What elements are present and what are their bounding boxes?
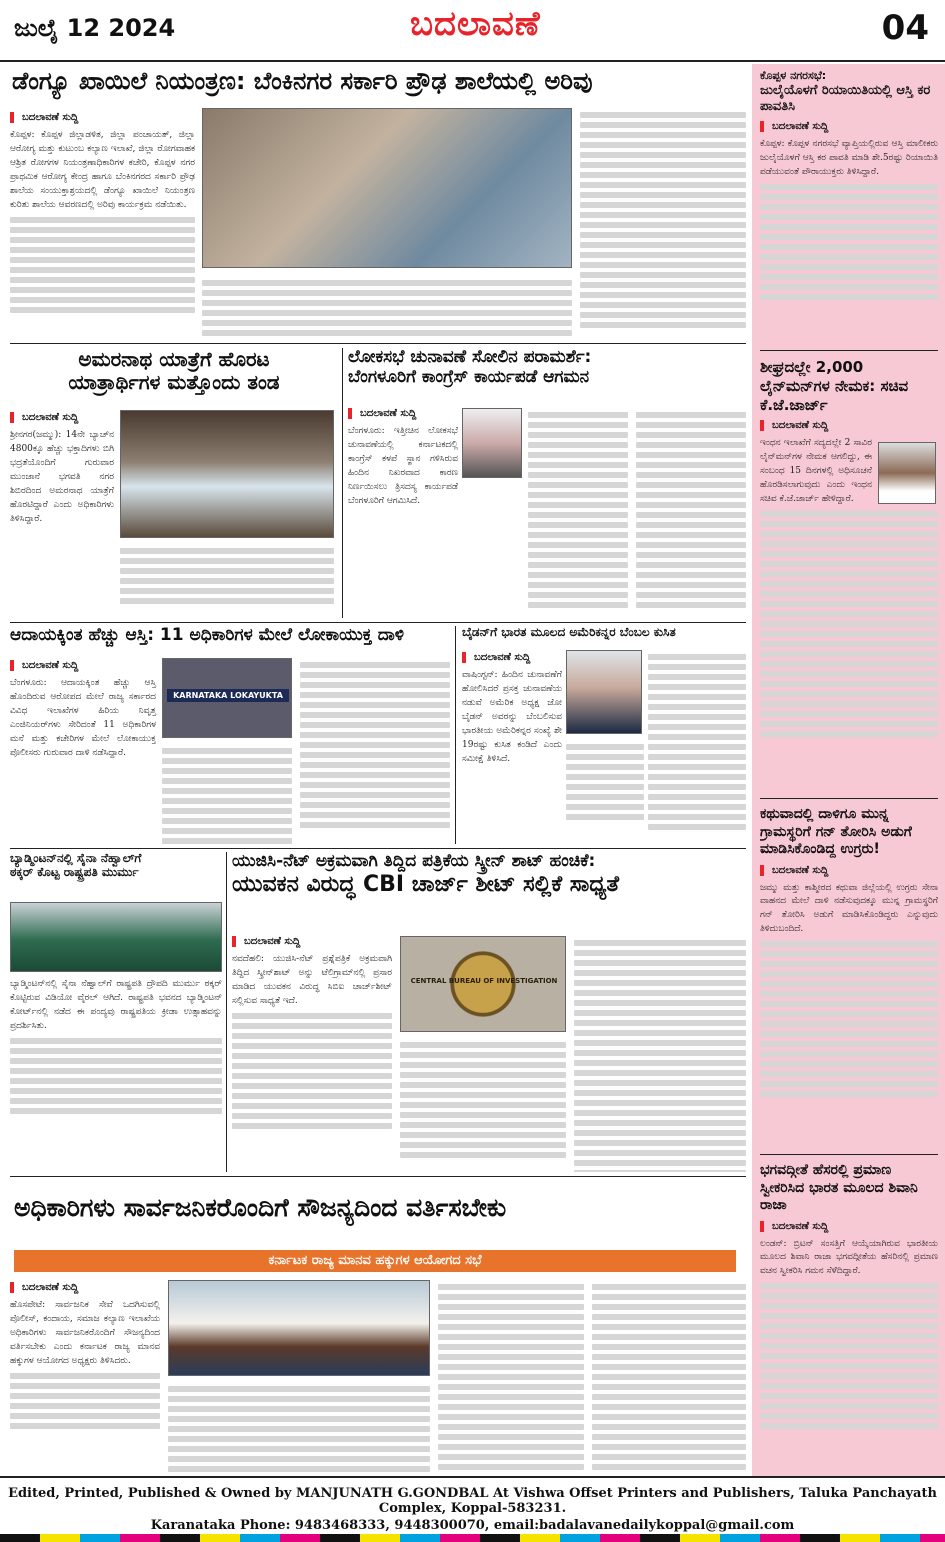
lead-lokayukta: ಬೆಂಗಳೂರು: ಆದಾಯಕ್ಕಿಂತ ಹೆಚ್ಚು ಆಸ್ತಿ ಹೊಂದಿರುವ ಆರೋಪದ ಮೇಲೆ ರಾಜ್ಯ ಸರ್ಕಾರದ ವಿವಿಧ ಇಲಾಖೆಗಳ ಹಿರಿಯ ನಿವೃತ್ತ ಎಂಜಿನಿಯರ್‌ಗಳು ಸೇರಿದಂತೆ 11 ಅಧಿಕಾರಿಗಳ ಮನೆ ಮತ್ತು ಕಚೇರಿಗಳ ಮೇಲೆ ಲೋಕಾಯುಕ್ತ ಪೊಲೀಸರು ಗುರುವಾರ ದಾಳಿ ನಡೆಸಿದ್ದಾರೆ. <box>10 678 156 758</box>
article-courtesy-body <box>10 1276 746 1472</box>
byline: ಬದಲಾವಣೆ ಸುದ್ದಿ <box>760 865 938 876</box>
linemen-lead: ಇಂಧನ ಇಲಾಖೆಗೆ ಸದ್ಯದಲ್ಲೇ 2 ಸಾವಿರ ಲೈನ್‌ಮನ್‌ಗಳ ನೇಮಕ ಆಗಲಿದ್ದು, ಈ ಸಂಬಂಧ 15 ದಿನಗಳಲ್ಲಿ ಅಧಿಸೂಚನೆ ಹೊರಡಿಸಲಾಗುವುದು ಎಂದು ಇಂಧನ ಸಚಿವ ಕೆ.ಜೆ.ಜಾರ್ಜ್ ಹೇಳಿದ್ದಾರೆ. <box>760 438 872 504</box>
byline: ಬದಲಾವಣೆ ಸುದ್ದಿ <box>760 1221 938 1232</box>
color-registration-strip <box>0 1534 945 1542</box>
tax-lead: ಕೊಪ್ಪಳ: ಕೊಪ್ಪಳ ನಗರಸಭೆ ವ್ಯಾಪ್ತಿಯಲ್ಲಿರುವ ಆಸ್ತಿ ಮಾಲೀಕರು ಜುಲೈಯೊಳಗೆ ಆಸ್ತಿ ಕರ ಪಾವತಿ ಮಾಡಿ ಶೇ.5ರಷ್ಟು ರಿಯಾಯಿತಿ ಪಡೆಯುವಂತೆ ಪೌರಾಯುಕ್ತರು ತಿಳಿಸಿದ್ದಾರೆ. <box>760 139 938 178</box>
newspaper-logo: ಬದಲಾವಣೆ <box>410 4 541 44</box>
photo-lokayukta-office <box>162 658 292 738</box>
headline-amarnath-1: ಅಮರನಾಥ ಯಾತ್ರೆಗೆ ಹೊರಟ <box>78 348 270 371</box>
imprint-line-2: Karanataka Phone: 9483468333, 9448300070, email:badalavanedailykoppal@gmail.com <box>150 1518 795 1533</box>
imprint-line-1: Edited, Printed, Published & Owned by MANJUNATH G.GONDBAL At Vishwa Offset Printers and Publishers, Taluka Panchayath Complex, Koppal-583231. <box>8 1486 937 1516</box>
photo-cbi-seal <box>400 936 566 1032</box>
byline: ಬದಲಾವಣೆ ಸುದ್ದಿ <box>10 1282 160 1293</box>
photo-kj-george <box>878 442 936 504</box>
headline-ugc-2: ಯುವಕನ ವಿರುದ್ಧ CBI ಚಾರ್ಜ್ ಶೀಟ್ ಸಲ್ಲಿಕೆ ಸಾಧ್ಯತೆ <box>232 871 620 897</box>
sidebar-article-linemen <box>760 358 938 788</box>
headline-badminton-2: ಠಕ್ಕರ್ ಕೊಟ್ಟ ರಾಷ್ಟ್ರಪತಿ ಮುರ್ಮು <box>10 864 139 879</box>
article-lokayukta <box>10 626 450 844</box>
headline-badminton-1: ಬ್ಯಾಡ್ಮಿಂಟನ್‌ನಲ್ಲಿ ಸೈನಾ ನೆಹ್ವಾಲ್‌ಗೆ <box>10 852 142 865</box>
headline-biden: ಬೈಡನ್‌ಗೆ ಭಾರತ ಮೂಲದ ಅಮೆರಿಕನ್ನರ ಬೆಂಬಲ ಕುಸಿತ <box>462 626 676 639</box>
masthead <box>0 0 945 62</box>
headline-loksabha-1: ಲೋಕಸಭೆ ಚುನಾವಣೆ ಸೋಲಿನ ಪರಾಮರ್ಶೆ: <box>348 348 592 367</box>
sidebar-article-tax <box>760 70 938 338</box>
byline: ಬದಲಾವಣೆ ಸುದ್ದಿ <box>462 652 562 663</box>
meeting-banner: ಕರ್ನಾಟಕ ರಾಜ್ಯ ಮಾನವ ಹಕ್ಕುಗಳ ಆಯೋಗದ ಸಭೆ <box>14 1250 736 1272</box>
sidebar <box>752 64 945 1476</box>
kathua-headline: ಕಥುವಾದಲ್ಲಿ ದಾಳಿಗೂ ಮುನ್ನ ಗ್ರಾಮಸ್ಥರಿಗೆ ಗನ್ ತೋರಿಸಿ ಅಡುಗೆ ಮಾಡಿಸಿಕೊಂಡಿದ್ದ ಉಗ್ರರು! <box>760 806 912 857</box>
article-courtesy <box>10 1180 746 1246</box>
photo-congress-leader <box>462 408 522 478</box>
linemen-headline: ಶೀಘ್ರದಲ್ಲೇ 2,000 ಲೈನ್‌ಮನ್‌ಗಳ ನೇಮಕ: ಸಚಿವ ಕೆ.ಜೆ.ಜಾರ್ಜ್ <box>760 358 909 414</box>
issue-date: ಜುಲೈ 12 2024 <box>14 14 176 42</box>
tax-kicker: ಕೊಪ್ಪಳ ನಗರಸಭೆ: <box>760 70 827 82</box>
headline-amarnath-2: ಯಾತ್ರಾರ್ಥಿಗಳ ಮತ್ತೊಂದು ತಂಡ <box>68 370 280 394</box>
byline: ಬದಲಾವಣೆ ಸುದ್ದಿ <box>10 112 195 123</box>
page-number: 04 <box>881 8 929 48</box>
article-biden <box>462 626 746 844</box>
headline-courtesy: ಅಧಿಕಾರಿಗಳು ಸಾರ್ವಜನಿಕರೊಂದಿಗೆ ಸೌಜನ್ಯದಿಂದ ವರ್ತಿಸಬೇಕು <box>14 1193 507 1222</box>
lead-dengue: ಕೊಪ್ಪಳ: ಕೊಪ್ಪಳ ಜಿಲ್ಲಾಡಳಿತ, ಜಿಲ್ಲಾ ಪಂಚಾಯತ್, ಜಿಲ್ಲಾ ಆರೋಗ್ಯ ಮತ್ತು ಕುಟುಂಬ ಕಲ್ಯಾಣ ಇಲಾಖೆ, ಜಿಲ್ಲಾ ರೋಗವಾಹಕ ಆಶ್ರಿತ ರೋಗಗಳ ನಿಯಂತ್ರಣಾಧಿಕಾರಿಗಳ ಕಚೇರಿ, ಕೊಪ್ಪಳ ನಗರ ಪ್ರಾಥಮಿಕ ಆರೋಗ್ಯ ಕೇಂದ್ರ ಹಾಗೂ ಬೆಂಕಿನಗರದ ಸರ್ಕಾರಿ ಪ್ರೌಢ ಶಾಲೆಯ ಸಂಯುಕ್ತಾಶ್ರಯದಲ್ಲಿ ಡೆಂಗ್ಯೂ ಖಾಯಿಲೆ ನಿಯಂತ್ರಣ ಕುರಿತು ಶಾಲೆಯ ಆವರಣದಲ್ಲಿ ಅರಿವು ಕಾರ್ಯಕ್ರಮ ನಡೆಯಿತು. <box>10 130 195 210</box>
lokayukta-sign: KARNATAKA LOKAYUKTA <box>167 689 289 702</box>
headline-dengue: ಡೆಂಗ್ಯೂ ಖಾಯಿಲೆ ನಿಯಂತ್ರಣ: ಬೆಂಕಿನಗರ ಸರ್ಕಾರಿ ಪ್ರೌಢ ಶಾಲೆಯಲ್ಲಿ ಅರಿವು <box>12 68 593 95</box>
sidebar-article-gita <box>760 1162 938 1472</box>
article-amarnath <box>10 348 338 618</box>
article-badminton <box>10 852 222 1172</box>
gita-headline: ಭಗವದ್ಗೀತೆ ಹೆಸರಲ್ಲಿ ಪ್ರಮಾಣ ಸ್ವೀಕರಿಸಿದ ಭಾರತ ಮೂಲದ ಶಿವಾನಿ ರಾಜಾ <box>760 1162 918 1213</box>
byline: ಬದಲಾವಣೆ ಸುದ್ದಿ <box>10 660 156 671</box>
article-loksabha <box>348 348 746 618</box>
lead-courtesy: ಹೊಸಪೇಟೆ: ಸಾರ್ವಜನಿಕ ಸೇವೆ ಒದಗಿಸುವಲ್ಲಿ ಪೊಲೀಸ್, ಕಂದಾಯ, ಸಮಾಜ ಕಲ್ಯಾಣ ಇಲಾಖೆಯ ಅಧಿಕಾರಿಗಳು ಸಾರ್ವಜನಿಕರೊಂದಿಗೆ ಸೌಜನ್ಯದಿಂದ ವರ್ತಿಸಬೇಕು ಎಂದು ಕರ್ನಾಟಕ ರಾಜ್ಯ ಮಾನವ ಹಕ್ಕುಗಳ ಆಯೋಗದ ಅಧ್ಯಕ್ಷರು ತಿಳಿಸಿದರು. <box>10 1300 160 1366</box>
imprint-footer <box>0 1478 945 1542</box>
lead-badminton: ಬ್ಯಾಡ್ಮಿಂಟನ್‌ನಲ್ಲಿ ಸೈನಾ ನೆಹ್ವಾಲ್‌ಗೆ ರಾಷ್ಟ್ರಪತಿ ದ್ರೌಪದಿ ಮುರ್ಮು ಠಕ್ಕರ್ ಕೊಟ್ಟಿರುವ ವಿಡಿಯೋ ವೈರಲ್ ಆಗಿದೆ. ರಾಷ್ಟ್ರಪತಿ ಭವನದ ಬ್ಯಾಡ್ಮಿಂಟನ್ ಕೋರ್ಟ್‌ನಲ್ಲಿ ನಡೆದ ಈ ಪಂದ್ಯವು ರಾಷ್ಟ್ರಪತಿಯ ಕ್ರೀಡಾ ಉತ್ಸಾಹವನ್ನು ಪ್ರದರ್ಶಿಸಿತು. <box>10 979 222 1031</box>
headline-lokayukta: ಆದಾಯಕ್ಕಿಂತ ಹೆಚ್ಚು ಆಸ್ತಿ: 11 ಅಧಿಕಾರಿಗಳ ಮೇಲೆ ಲೋಕಾಯುಕ್ತ ದಾಳಿ <box>10 626 404 645</box>
photo-joe-biden <box>566 650 642 734</box>
article-ugc-net <box>232 852 746 1172</box>
byline: ಬದಲಾವಣೆ ಸುದ್ದಿ <box>760 121 938 132</box>
lead-biden: ವಾಷಿಂಗ್ಟನ್: ಹಿಂದಿನ ಚುನಾವಣೆಗೆ ಹೋಲಿಸಿದರೆ ಪ್ರಸಕ್ತ ಚುನಾವಣೆಯ ನಡುವೆ ಅಮೆರಿಕ ಅಧ್ಯಕ್ಷ ಜೋ ಬೈಡನ್ ಅವರನ್ನು ಬೆಂಬಲಿಸುವ ಭಾರತೀಯ ಅಮೆರಿಕನ್ನರ ಸಂಖ್ಯೆ ಶೇ 19ರಷ್ಟು ಕುಸಿತ ಕಂಡಿದೆ ಎಂದು ಸಮೀಕ್ಷೆ ತಿಳಿಸಿದೆ. <box>462 670 562 764</box>
lead-amarnath: ಶ್ರೀನಗರ(ಜಮ್ಮು): 14ನೇ ಬ್ಯಾಚ್‌ನ 4800ಕ್ಕೂ ಹೆಚ್ಚು ಭಕ್ತಾದಿಗಳು ಬಿಗಿ ಭದ್ರತೆಯೊಂದಿಗೆ ಗುರುವಾರ ಮುಂಜಾನೆ ಭಗವತಿ ನಗರ ಶಿಬಿರದಿಂದ ಅಮರನಾಥ ಯಾತ್ರೆಗೆ ಹೊರಟಿದ್ದಾರೆ ಎಂದು ಅಧಿಕಾರಿಗಳು ತಿಳಿಸಿದ್ದಾರೆ. <box>10 430 114 524</box>
byline: ಬದಲಾವಣೆ ಸುದ್ದಿ <box>10 412 114 423</box>
photo-badminton-court <box>10 902 222 972</box>
headline-loksabha-2: ಬೆಂಗಳೂರಿಗೆ ಕಾಂಗ್ರೆಸ್ ಕಾರ್ಯಪಡೆ ಆಗಮನ <box>348 366 590 387</box>
gita-lead: ಲಂಡನ್: ಬ್ರಿಟನ್ ಸಂಸತ್ತಿಗೆ ಆಯ್ಕೆಯಾಗಿರುವ ಭಾರತೀಯ ಮೂಲದ ಶಿವಾನಿ ರಾಜಾ ಭಗವದ್ಗೀತೆಯ ಹೆಸರಿನಲ್ಲಿ ಪ್ರಮಾಣ ವಚನ ಸ್ವೀಕರಿಸಿ ಗಮನ ಸೆಳೆದಿದ್ದಾರೆ. <box>760 1238 938 1277</box>
byline: ಬದಲಾವಣೆ ಸುದ್ದಿ <box>760 420 938 431</box>
lead-ugc: ನವದೆಹಲಿ: ಯುಜಿಸಿ-ನೆಟ್ ಪ್ರಶ್ನೆಪತ್ರಿಕೆ ಅಕ್ರಮವಾಗಿ ತಿದ್ದಿದ ಸ್ಕ್ರೀನ್‌ಶಾಟ್ ಅನ್ನು ಟೆಲಿಗ್ರಾಮ್‌ನಲ್ಲಿ ಪ್ರಸಾರ ಮಾಡಿದ ಯುವಕನ ವಿರುದ್ಧ ಸಿಬಿಐ ಚಾರ್ಜ್‌ಶೀಟ್ ಸಲ್ಲಿಸುವ ಸಾಧ್ಯತೆ ಇದೆ. <box>232 954 392 1006</box>
photo-rights-commission-meeting <box>168 1280 430 1376</box>
photo-school-event <box>202 108 572 268</box>
headline-ugc-1: ಯುಜಿಸಿ-ನೆಟ್ ಅಕ್ರಮವಾಗಿ ತಿದ್ದಿದ ಪತ್ರಿಕೆಯ ಸ್ಕ್ರೀನ್ ಶಾಟ್ ಹಂಚಿಕೆ: <box>232 852 596 871</box>
byline: ಬದಲಾವಣೆ ಸುದ್ದಿ <box>348 408 458 419</box>
sidebar-article-kathua <box>760 806 938 1146</box>
article-dengue <box>10 68 746 340</box>
lead-loksabha: ಬೆಂಗಳೂರು: ಇತ್ತೀಚಿನ ಲೋಕಸಭೆ ಚುನಾವಣೆಯಲ್ಲಿ ಕರ್ನಾಟಕದಲ್ಲಿ ಕಾಂಗ್ರೆಸ್ ಕಳಪೆ ಸ್ಥಾನ ಗಳಿಸಿರುವ ಹಿಂದಿನ ನಿಖರವಾದ ಕಾರಣ ನಿರ್ಣಯಿಸಲು ತ್ರಿಸದಸ್ಯ ಕಾರ್ಯಪಡೆ ಬೆಂಗಳೂರಿಗೆ ಆಗಮಿಸಿದೆ. <box>348 426 458 506</box>
cbi-seal-text: CENTRAL BUREAU OF INVESTIGATION <box>410 977 558 985</box>
photo-amarnath-cave <box>120 410 334 538</box>
byline: ಬದಲಾವಣೆ ಸುದ್ದಿ <box>232 936 392 947</box>
kathua-lead: ಜಮ್ಮು ಮತ್ತು ಕಾಶ್ಮೀರದ ಕಥುವಾ ಜಿಲ್ಲೆಯಲ್ಲಿ ಉಗ್ರರು ಸೇನಾ ವಾಹನದ ಮೇಲೆ ದಾಳಿ ನಡೆಸುವುದಕ್ಕೂ ಮುನ್ನ ಗ್ರಾಮಸ್ಥರಿಗೆ ಗನ್ ತೋರಿಸಿ ಅಡುಗೆ ಮಾಡಿಸಿಕೊಂಡಿದ್ದರು ಎನ್ನುವುದು ತಿಳಿದುಬಂದಿದೆ. <box>760 882 938 935</box>
tax-headline: ಜುಲೈಯೊಳಗೆ ರಿಯಾಯಿತಿಯಲ್ಲಿ ಆಸ್ತಿ ಕರ ಪಾವತಿಸಿ <box>760 82 931 114</box>
